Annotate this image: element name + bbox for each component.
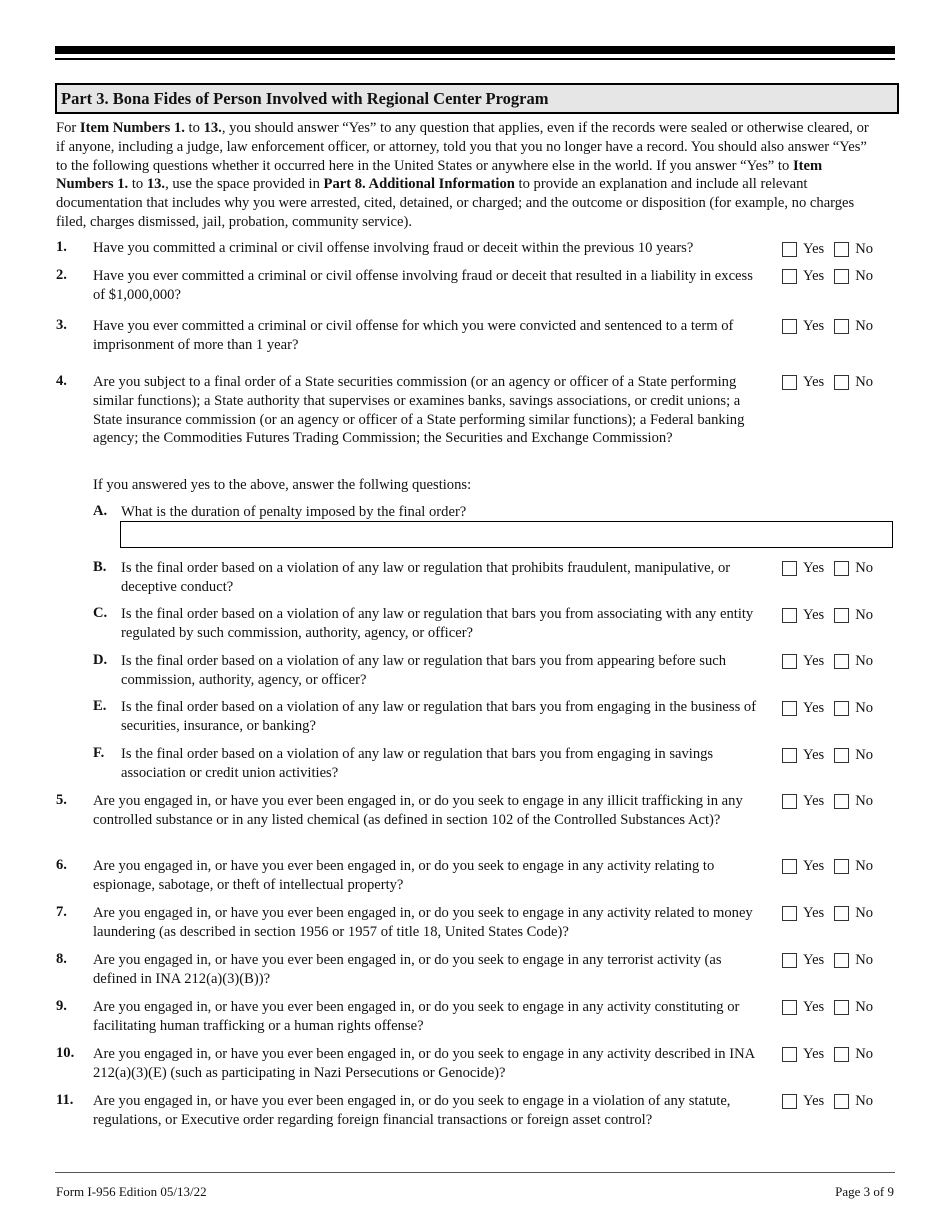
question-11-yes-checkbox[interactable] bbox=[782, 1094, 797, 1109]
question-3-no-checkbox[interactable] bbox=[834, 319, 849, 334]
question-number: 8. bbox=[56, 951, 67, 967]
question-5-no-checkbox[interactable] bbox=[834, 794, 849, 809]
question-2-answer bbox=[782, 267, 873, 285]
yes-label: Yes bbox=[803, 999, 825, 1015]
question-4d-answer bbox=[782, 652, 873, 670]
question-4d-yes-checkbox[interactable] bbox=[782, 654, 797, 669]
yes-label: Yes bbox=[803, 241, 825, 257]
question-number: 4. bbox=[56, 373, 67, 389]
yes-label: Yes bbox=[803, 318, 825, 334]
subquestion-letter: F. bbox=[93, 745, 105, 761]
no-label: No bbox=[855, 318, 874, 334]
question-11-text: Are you engaged in, or have you ever been engaged in, or do you seek to engage in a violation of any statute, regulations, or Executive order regarding foreign financial transactions or foreign asset control? bbox=[93, 1093, 731, 1128]
question-number: 1. bbox=[56, 239, 67, 255]
question-number: 5. bbox=[56, 792, 67, 808]
question-4-answer bbox=[782, 373, 873, 391]
subquestion-letter: E. bbox=[93, 698, 107, 714]
yes-label: Yes bbox=[803, 653, 825, 669]
yes-label: Yes bbox=[803, 268, 825, 284]
question-number: 2. bbox=[56, 267, 67, 283]
no-label: No bbox=[855, 700, 874, 716]
question-number: 6. bbox=[56, 857, 67, 873]
question-4b-no-checkbox[interactable] bbox=[834, 561, 849, 576]
question-2-yes-checkbox[interactable] bbox=[782, 269, 797, 284]
question-6-text: Are you engaged in, or have you ever been engaged in, or do you seek to engage in any activity relating to espionage, sabotage, or theft of intellectual property? bbox=[93, 858, 715, 893]
form-edition: Form I-956 Edition 05/13/22 bbox=[56, 1184, 207, 1199]
question-2-text: Have you ever committed a criminal or civil offense involving fraud or deceit that resulted in a liability in excess of $1,000,000? bbox=[93, 268, 753, 303]
question-4d-no-checkbox[interactable] bbox=[834, 654, 849, 669]
question-4b-text: Is the final order based on a violation of any law or regulation that prohibits fraudulent, manipulative, or deceptive conduct? bbox=[121, 560, 731, 595]
question-7-text: Are you engaged in, or have you ever been engaged in, or do you seek to engage in any activity related to money laundering (as described in section 1956 or 1957 of title 18, United States Code)? bbox=[93, 905, 753, 940]
question-7-yes-checkbox[interactable] bbox=[782, 906, 797, 921]
no-label: No bbox=[855, 653, 874, 669]
question-4c-no-checkbox[interactable] bbox=[834, 608, 849, 623]
subquestion-letter: C. bbox=[93, 605, 108, 621]
yes-label: Yes bbox=[803, 858, 825, 874]
penalty-duration-input[interactable] bbox=[120, 521, 893, 548]
question-4e-yes-checkbox[interactable] bbox=[782, 701, 797, 716]
question-4c-yes-checkbox[interactable] bbox=[782, 608, 797, 623]
no-label: No bbox=[855, 1046, 874, 1062]
question-8-yes-checkbox[interactable] bbox=[782, 953, 797, 968]
question-4f-text: Is the final order based on a violation of any law or regulation that bars you from engaging in savings association or credit union activities? bbox=[121, 746, 714, 781]
question-6-no-checkbox[interactable] bbox=[834, 859, 849, 874]
footer-rule bbox=[55, 1172, 895, 1173]
question-4c-text: Is the final order based on a violation of any law or regulation that bars you from associating with any entity regulated by such commission, authority, agency, or officer? bbox=[121, 606, 754, 641]
yes-label: Yes bbox=[803, 747, 825, 763]
question-9-answer bbox=[782, 998, 873, 1016]
no-label: No bbox=[855, 241, 874, 257]
header-thin-rule bbox=[55, 58, 895, 60]
yes-label: Yes bbox=[803, 1093, 825, 1109]
question-3-answer bbox=[782, 317, 873, 335]
question-10-yes-checkbox[interactable] bbox=[782, 1047, 797, 1062]
subquestion-letter: D. bbox=[93, 652, 108, 668]
question-4b-yes-checkbox[interactable] bbox=[782, 561, 797, 576]
no-label: No bbox=[855, 374, 874, 390]
yes-label: Yes bbox=[803, 560, 825, 576]
question-4-followup-instruction: If you answered yes to the above, answer the follwing questions: bbox=[93, 477, 472, 493]
yes-label: Yes bbox=[803, 793, 825, 809]
question-3-yes-checkbox[interactable] bbox=[782, 319, 797, 334]
question-9-no-checkbox[interactable] bbox=[834, 1000, 849, 1015]
header-thick-rule bbox=[55, 46, 895, 54]
question-1-no-checkbox[interactable] bbox=[834, 242, 849, 257]
question-5-yes-checkbox[interactable] bbox=[782, 794, 797, 809]
question-4f-yes-checkbox[interactable] bbox=[782, 748, 797, 763]
question-number: 11. bbox=[56, 1092, 74, 1108]
question-2-no-checkbox[interactable] bbox=[834, 269, 849, 284]
question-4c-answer bbox=[782, 606, 873, 624]
question-4-no-checkbox[interactable] bbox=[834, 375, 849, 390]
subquestion-letter: A. bbox=[93, 503, 108, 519]
yes-label: Yes bbox=[803, 374, 825, 390]
question-4b-answer bbox=[782, 559, 873, 577]
question-10-no-checkbox[interactable] bbox=[834, 1047, 849, 1062]
yes-label: Yes bbox=[803, 905, 825, 921]
no-label: No bbox=[855, 747, 874, 763]
question-number: 7. bbox=[56, 904, 67, 920]
no-label: No bbox=[855, 1093, 874, 1109]
yes-label: Yes bbox=[803, 952, 825, 968]
no-label: No bbox=[855, 952, 874, 968]
yes-label: Yes bbox=[803, 1046, 825, 1062]
page-number: Page 3 of 9 bbox=[835, 1184, 894, 1199]
question-8-text: Are you engaged in, or have you ever been engaged in, or do you seek to engage in any terrorist activity (as defined in INA 212(a)(3)(B))? bbox=[93, 952, 722, 987]
question-6-answer bbox=[782, 857, 873, 875]
no-label: No bbox=[855, 999, 874, 1015]
question-4f-no-checkbox[interactable] bbox=[834, 748, 849, 763]
no-label: No bbox=[855, 858, 874, 874]
no-label: No bbox=[855, 268, 874, 284]
question-4d-text: Is the final order based on a violation of any law or regulation that bars you from appearing before such commission, authority, agency, or officer? bbox=[121, 653, 727, 688]
question-5-answer bbox=[782, 792, 873, 810]
part-title: Part 3. Bona Fides of Person Involved with Regional Center Program bbox=[55, 83, 899, 114]
question-8-no-checkbox[interactable] bbox=[834, 953, 849, 968]
question-4-text: Are you subject to a final order of a State securities commission (or an agency or officer of a State performing similar functions); a State authority that supervises or examines banks, savings associations, or credit unions; a State insurance commission (or an agency or officer of a State performing similar functions); a Federal banking agency; the Commodities Futures Trading Commission; the Securities and Exchange Commission? bbox=[93, 374, 745, 447]
subquestion-letter: B. bbox=[93, 559, 107, 575]
no-label: No bbox=[855, 560, 874, 576]
question-number: 3. bbox=[56, 317, 67, 333]
question-8-answer bbox=[782, 951, 873, 969]
question-6-yes-checkbox[interactable] bbox=[782, 859, 797, 874]
question-10-text: Are you engaged in, or have you ever been engaged in, or do you seek to engage in any activity described in INA 212(a)(3)(E) (such as participating in Nazi Persecutions or Genocide)? bbox=[93, 1046, 755, 1081]
yes-label: Yes bbox=[803, 700, 825, 716]
question-5-text: Are you engaged in, or have you ever been engaged in, or do you seek to engage in any illicit trafficking in any controlled substance or in any listed chemical (as defined in section 102 of the Controlled Substances Act)? bbox=[93, 793, 743, 828]
question-9-text: Are you engaged in, or have you ever been engaged in, or do you seek to engage in any activity constituting or facilitating human trafficking or a human rights offense? bbox=[93, 999, 740, 1034]
question-4f-answer bbox=[782, 746, 873, 764]
question-7-no-checkbox[interactable] bbox=[834, 906, 849, 921]
question-4e-no-checkbox[interactable] bbox=[834, 701, 849, 716]
question-3-text: Have you ever committed a criminal or civil offense for which you were convicted and sentenced to a term of imprisonment of more than 1 year? bbox=[93, 318, 734, 353]
question-11-no-checkbox[interactable] bbox=[834, 1094, 849, 1109]
question-11-answer bbox=[782, 1092, 873, 1110]
question-7-answer bbox=[782, 904, 873, 922]
question-4e-text: Is the final order based on a violation of any law or regulation that bars you from engaging in the business of securities, insurance, or banking? bbox=[121, 699, 757, 734]
question-number: 10. bbox=[56, 1045, 75, 1061]
question-10-answer bbox=[782, 1045, 873, 1063]
no-label: No bbox=[855, 607, 874, 623]
question-1-yes-checkbox[interactable] bbox=[782, 242, 797, 257]
question-4e-answer bbox=[782, 699, 873, 717]
question-9-yes-checkbox[interactable] bbox=[782, 1000, 797, 1015]
no-label: No bbox=[855, 905, 874, 921]
no-label: No bbox=[855, 793, 874, 809]
question-1-text: Have you committed a criminal or civil offense involving fraud or deceit within the previous 10 years? bbox=[93, 240, 694, 256]
question-number: 9. bbox=[56, 998, 67, 1014]
question-4-yes-checkbox[interactable] bbox=[782, 375, 797, 390]
instructions-paragraph: For Item Numbers 1. to 13., you should answer “Yes” to any question that applies, even if the records were sealed or otherwise cleared, or if anyone, including a judge, law enforcement officer, or attorney, told you that you no longer have a record. You should also answer “Yes” to the following questions whether it occurred here in the United States or anywhere else in the world. If you answer “Yes” to Item Numbers 1. to 13., use the space provided in Part 8. Additional Information to provide an explanation and include all relevant documentation that includes why you were arrested, cited, detained, or charged; and the outcome or disposition (for example, no charges filed, charges dismissed, jail, probation, community service). bbox=[56, 120, 869, 230]
yes-label: Yes bbox=[803, 607, 825, 623]
question-1-answer bbox=[782, 240, 873, 258]
question-4a-text: What is the duration of penalty imposed by the final order? bbox=[121, 504, 467, 520]
